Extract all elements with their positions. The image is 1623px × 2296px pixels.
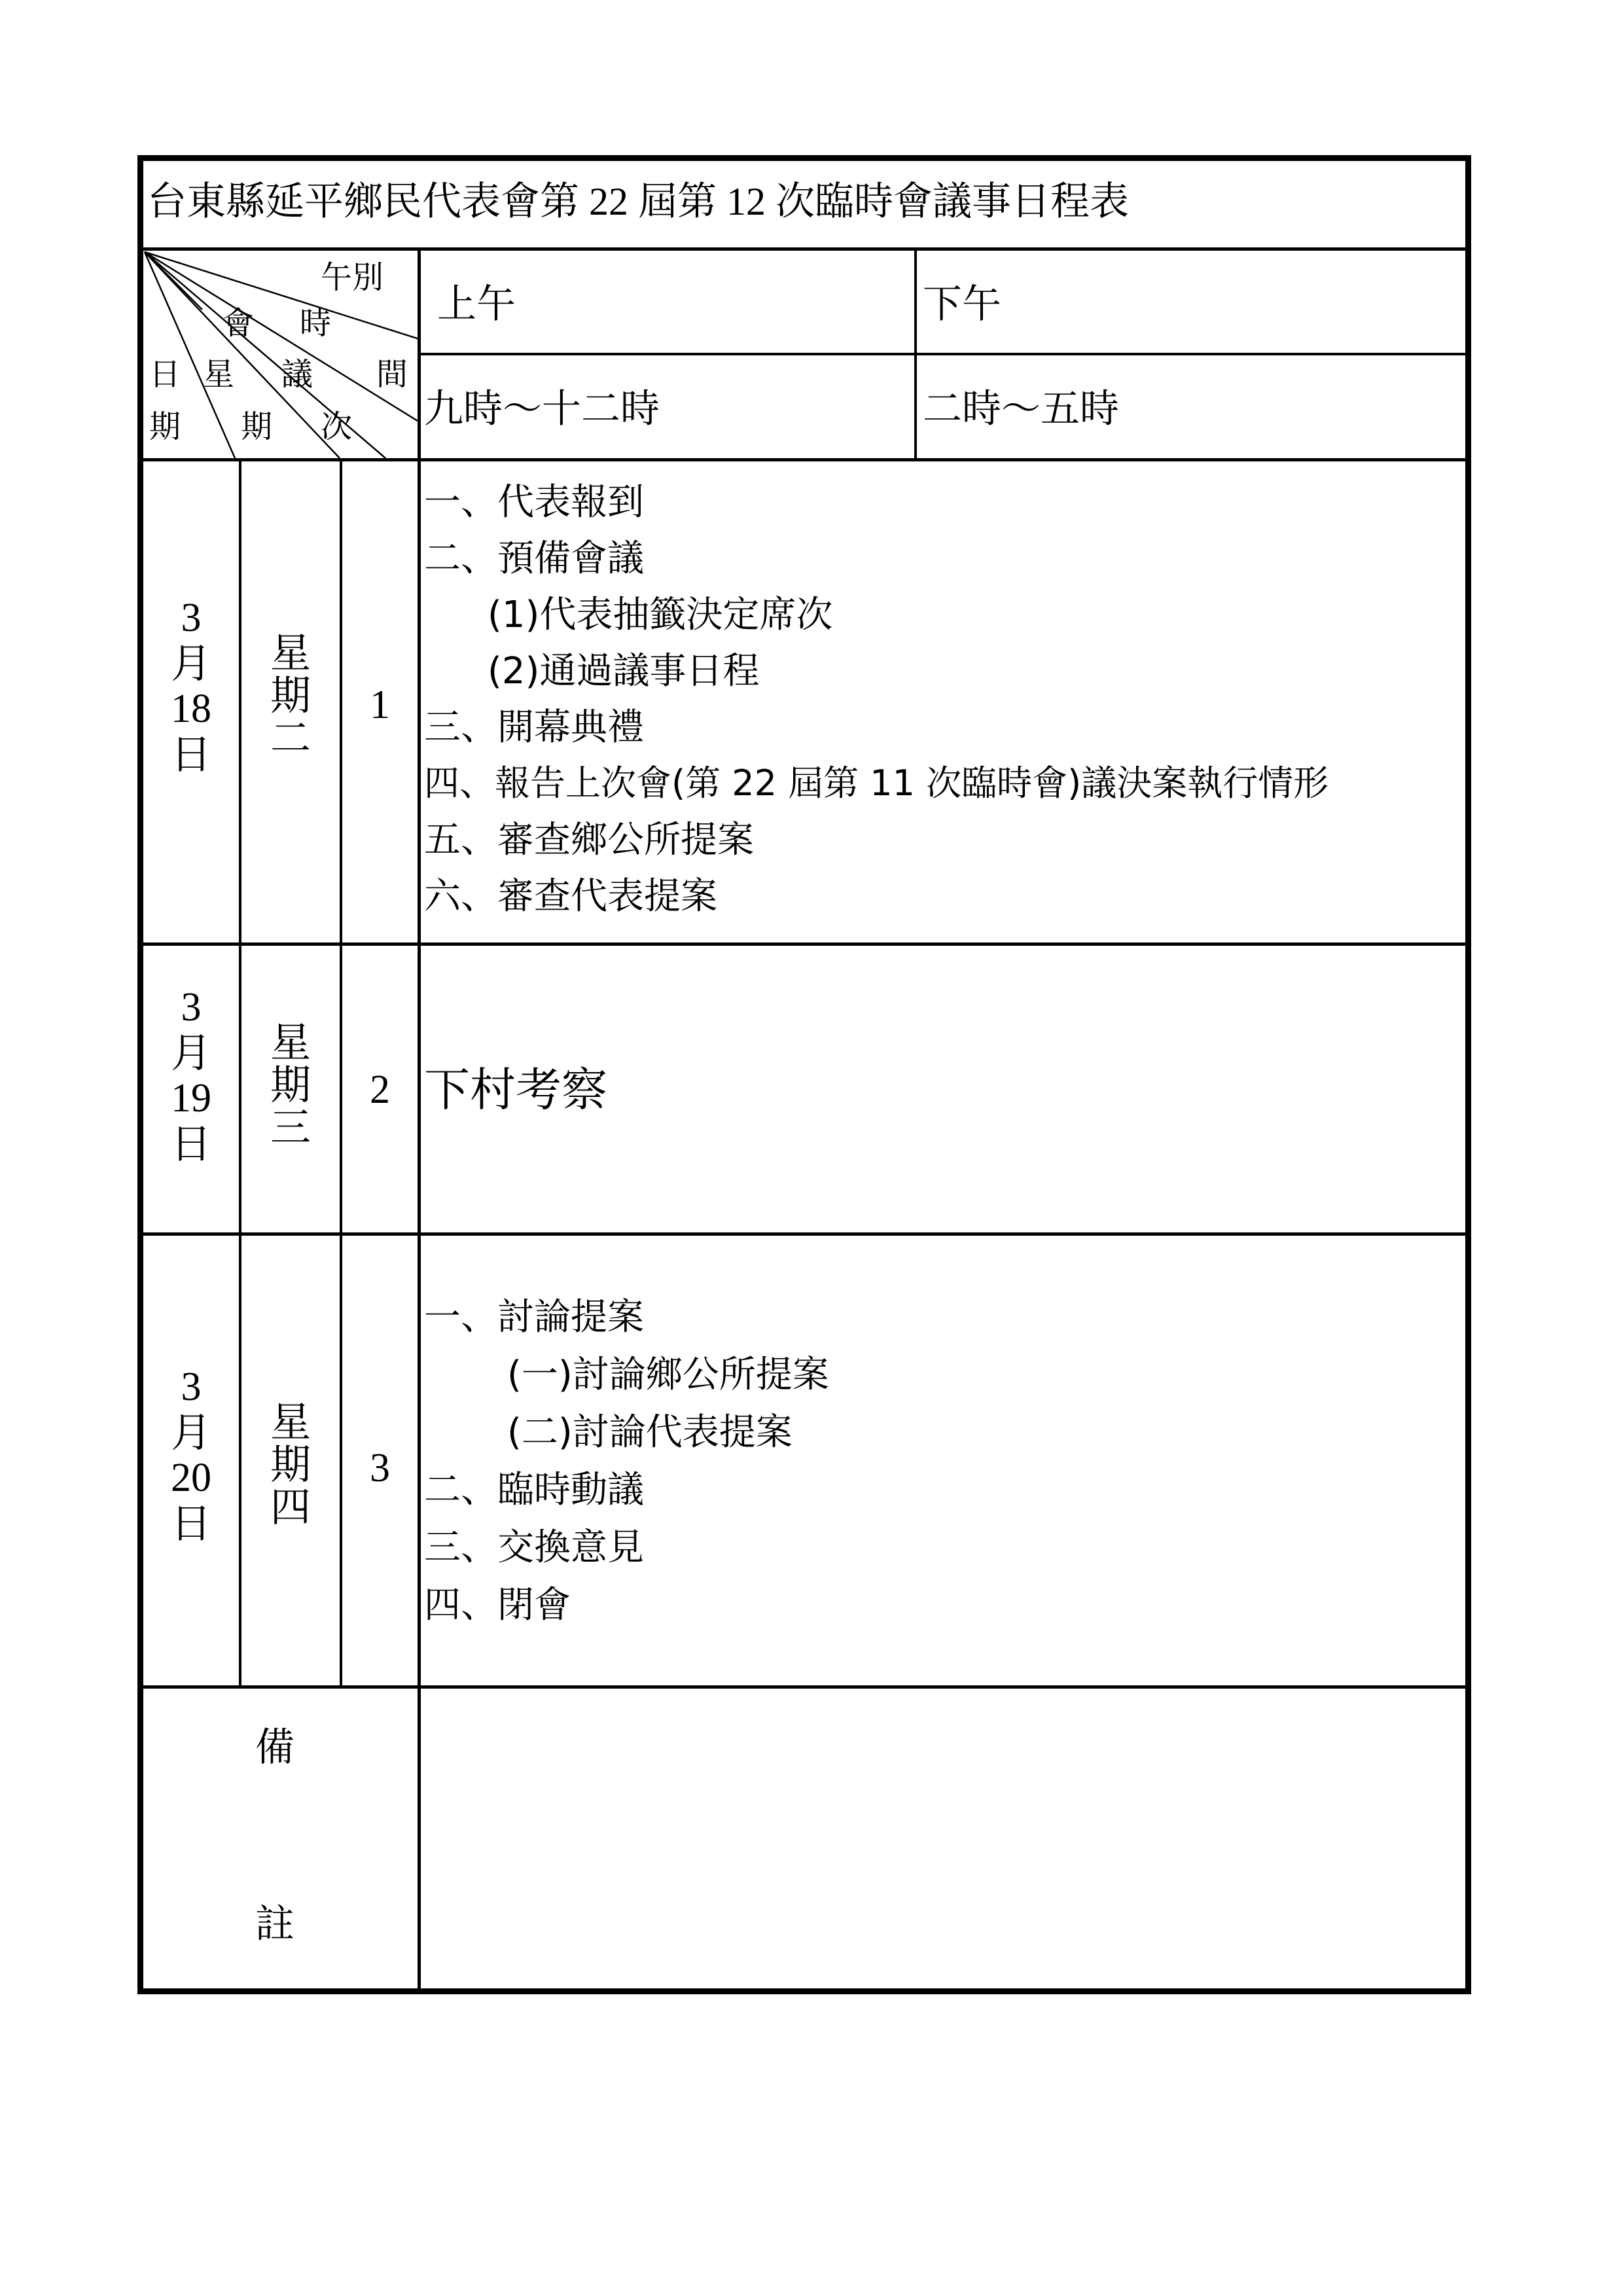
- row3-item-2: (一)討論鄉公所提案: [507, 1354, 829, 1396]
- row3-item-6: 四、閉會: [424, 1584, 571, 1626]
- row2-day: 19: [171, 1075, 211, 1121]
- row1-item-2: 二、預備會議: [424, 537, 644, 580]
- row3-weekday-char2: 期: [270, 1441, 311, 1489]
- row3-item-4: 二、臨時動議: [424, 1469, 644, 1511]
- row2-month: 3: [181, 985, 202, 1030]
- row3-date: [143, 1365, 239, 1547]
- row3-month-char: 月: [170, 1408, 211, 1457]
- row1-day-char: 日: [170, 730, 211, 779]
- rule-under-row2: [137, 1232, 1471, 1236]
- row3-weekday-char1: 星: [270, 1398, 311, 1446]
- row3-weekday-char3: 四: [270, 1483, 311, 1532]
- row1-month-char: 月: [170, 639, 211, 688]
- row1-item-1: 一、代表報到: [424, 481, 644, 524]
- row1-item-5: 三、開幕典禮: [424, 706, 644, 749]
- row3-day: 20: [171, 1455, 211, 1500]
- row1-weekday-char1: 星: [270, 629, 311, 677]
- table-border-left: [137, 155, 143, 1994]
- row1-day: 18: [171, 686, 211, 731]
- row2-weekday: [241, 1018, 340, 1152]
- pm-time: 二時～五時: [923, 386, 1119, 432]
- table-border-right: [1465, 155, 1471, 1994]
- diag-label-wubie: 午別: [321, 259, 384, 296]
- row2-day-char: 日: [170, 1120, 211, 1168]
- table-border-bottom: [137, 1988, 1471, 1994]
- row1-item-8: 六、審查代表提案: [424, 875, 717, 918]
- diag-label-shi: 時: [300, 305, 332, 342]
- row2-weekday-char1: 星: [270, 1018, 311, 1066]
- row1-item-4: (2)通過議事日程: [488, 650, 760, 692]
- row1-weekday-char2: 期: [270, 672, 311, 720]
- diag-label-ci: 次: [321, 408, 353, 445]
- pm-label: 下午: [923, 281, 1001, 327]
- remarks-label-bottom: 註: [255, 1901, 294, 1947]
- diag-label-jian: 間: [376, 356, 408, 393]
- diag-label-ri: 日: [149, 356, 181, 393]
- diag-label-xing: 星: [203, 356, 235, 393]
- row3-day-char: 日: [170, 1499, 211, 1548]
- diag-label-qi2: 期: [241, 408, 273, 445]
- row2-month-char: 月: [170, 1029, 211, 1077]
- rule-am-pm-divider: [914, 247, 917, 461]
- page-title: 台東縣延平鄉民代表會第 22 屆第 12 次臨時會議事日程表: [147, 180, 1129, 223]
- row3-item-5: 三、交換意見: [424, 1526, 644, 1569]
- row2-weekday-char3: 三: [270, 1103, 311, 1152]
- row3-session: 3: [370, 1446, 390, 1490]
- row1-month: 3: [181, 596, 202, 640]
- row3-item-1: 一、討論提案: [424, 1296, 644, 1338]
- row1-date: [143, 596, 239, 778]
- row1-weekday-char3: 二: [270, 714, 311, 762]
- table-border-top: [137, 155, 1471, 161]
- row2-date: [143, 985, 239, 1167]
- row2-weekday-char2: 期: [270, 1061, 311, 1109]
- row3-weekday: [241, 1398, 340, 1532]
- diag-label-hui: 會: [223, 305, 255, 342]
- rule-under-row1: [137, 942, 1471, 946]
- diag-label-qi1: 期: [149, 408, 181, 445]
- am-time: 九時～十二時: [424, 386, 660, 432]
- row1-session: 1: [370, 683, 390, 727]
- row1-item-6: 四、報告上次會(第 22 屆第 11 次臨時會)議決案執行情形: [424, 762, 1329, 804]
- row2-item-1: 下村考察: [424, 1063, 607, 1117]
- remarks-label-top: 備: [255, 1725, 294, 1770]
- diag-label-yi: 議: [281, 356, 313, 393]
- remarks-content[interactable]: [421, 1689, 1465, 1988]
- row1-item-3: (1)代表抽籤決定席次: [488, 594, 833, 636]
- row1-item-7: 五、審查鄉公所提案: [424, 819, 754, 861]
- am-label: 上午: [437, 281, 516, 327]
- rule-time-header-mid: [419, 353, 1471, 355]
- row1-weekday: [241, 629, 340, 762]
- row3-item-3: (二)討論代表提案: [507, 1411, 793, 1454]
- row3-month: 3: [181, 1365, 202, 1409]
- row2-session: 2: [370, 1067, 390, 1112]
